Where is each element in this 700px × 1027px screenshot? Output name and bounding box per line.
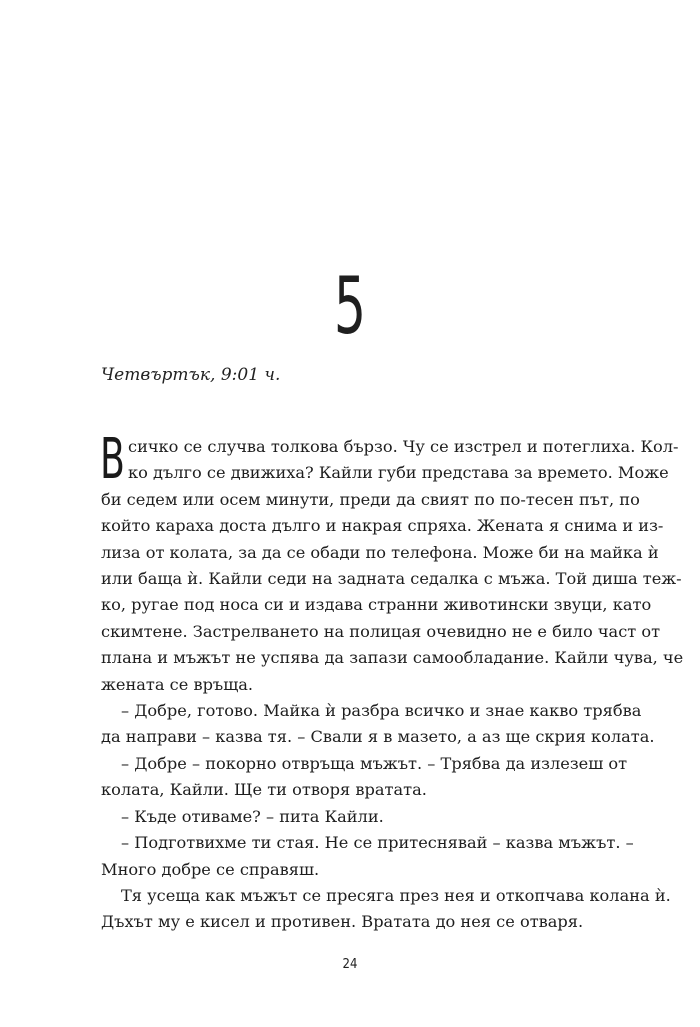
text-line: – Къде отиваме? – пита Кайли. [121,806,384,826]
text-line: скимтене. Застрелването на полицая очевидно не е било част от [101,621,661,641]
text-line: плана и мъжът не успява да запази самообладание. Кайли чува, че [101,648,684,668]
page-number: 24 [342,957,358,972]
text-line: – Подготвихме ти стая. Не се притеснявай – казва мъжът. – [121,833,634,853]
text-line: би седем или осем минути, преди да свият по по-тесен път, по [101,489,640,509]
text-line: Тя усеща как мъжът се пресяга през нея и откопчава колана ѝ. [121,885,671,905]
paragraph-2 [101,698,655,751]
text-line: – Добре, готово. Майка ѝ разбра всичко и знае какво трябва [121,701,642,721]
drop-cap: В [100,427,125,492]
text-line: Дъхът му е кисел и противен. Вратата до нея се отваря. [101,912,584,932]
paragraph-4 [101,804,602,830]
text-line: лиза от колата, за да се обади по телефона. Може би на майка ѝ [101,542,659,562]
text-line: да направи – казва тя. – Свали я в мазето, а аз ще скрия колата. [101,727,655,747]
text-line: колата, Кайли. Ще ти отворя вратата. [101,780,427,800]
text-line: ко, ругае под носа си и издава странни животински звуци, като [101,595,652,615]
paragraph-5 [101,830,634,883]
paragraph-3 [101,751,628,804]
text-line: или баща ѝ. Кайли седи на задната седалка с мъжа. Той диша теж- [101,569,682,589]
body-text [100,427,684,936]
chapter-number: 5 [333,262,367,352]
paragraph-1 [100,427,684,698]
dateline: Четвъртък, 9:01 ч. [101,365,281,385]
paragraph-6 [101,883,671,936]
text-line: който караха доста дълго и накрая спряха. Жената я снима и из- [101,516,664,536]
text-line: жената се връща. [101,674,254,694]
text-line: Много добре се справяш. [101,859,320,879]
text-line: – Добре – покорно отвръща мъжът. – Трябва да излезеш от [121,753,628,773]
text-line: ко дълго се движиха? Кайли губи представа за времето. Може [128,463,669,483]
text-line: сичко се случва толкова бързо. Чу се изстрел и потеглиха. Кол- [128,437,679,456]
